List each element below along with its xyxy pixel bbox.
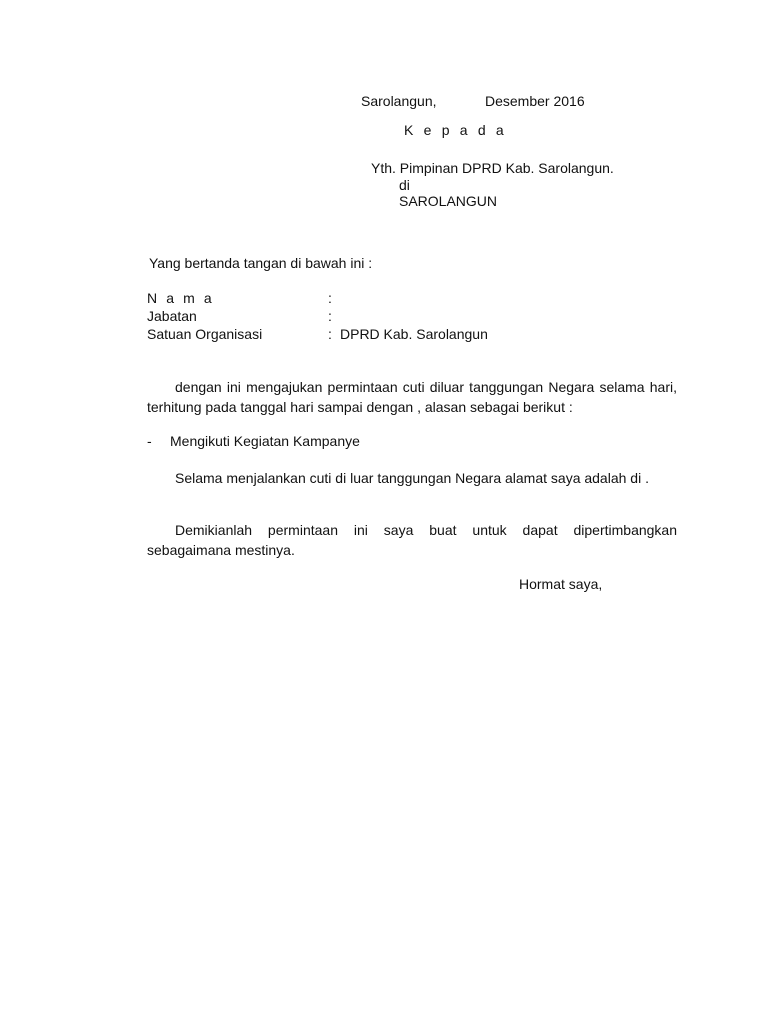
recipient-line: Yth. Pimpinan DPRD Kab. Sarolangun.: [371, 160, 614, 176]
reason-text: Mengikuti Kegiatan Kampanye: [170, 433, 360, 449]
field-sep-jabatan: :: [328, 308, 332, 324]
letter-date: Desember 2016: [485, 93, 585, 109]
field-value-satuan: DPRD Kab. Sarolangun: [340, 326, 488, 342]
recipient-di: di: [399, 177, 410, 193]
field-label-jabatan: Jabatan: [147, 308, 197, 324]
reason-bullet: -: [147, 433, 152, 449]
intro-line: Yang bertanda tangan di bawah ini :: [149, 255, 373, 271]
signature-salutation: Hormat saya,: [519, 576, 603, 592]
recipient-city: SAROLANGUN: [399, 193, 498, 209]
field-label-satuan: Satuan Organisasi: [147, 326, 263, 342]
field-sep-satuan: :: [328, 326, 332, 342]
field-sep-nama: :: [328, 290, 332, 306]
address-paragraph: Selama menjalankan cuti di luar tanggungan Negara alamat saya adalah di .: [175, 470, 649, 486]
letter-place: Sarolangun,: [361, 93, 437, 109]
closing-paragraph: Demikianlah permintaan ini saya buat untuk dapat dipertimbangkan sebagaimana mestinya.: [147, 522, 677, 558]
request-paragraph: dengan ini mengajukan permintaan cuti diluar tanggungan Negara selama hari, terhitung pada tanggal hari sampai dengan , alasan sebagai berikut :: [147, 379, 677, 415]
kepada-heading: K e p a d a: [404, 122, 507, 138]
field-label-nama: N a m a: [147, 290, 215, 306]
